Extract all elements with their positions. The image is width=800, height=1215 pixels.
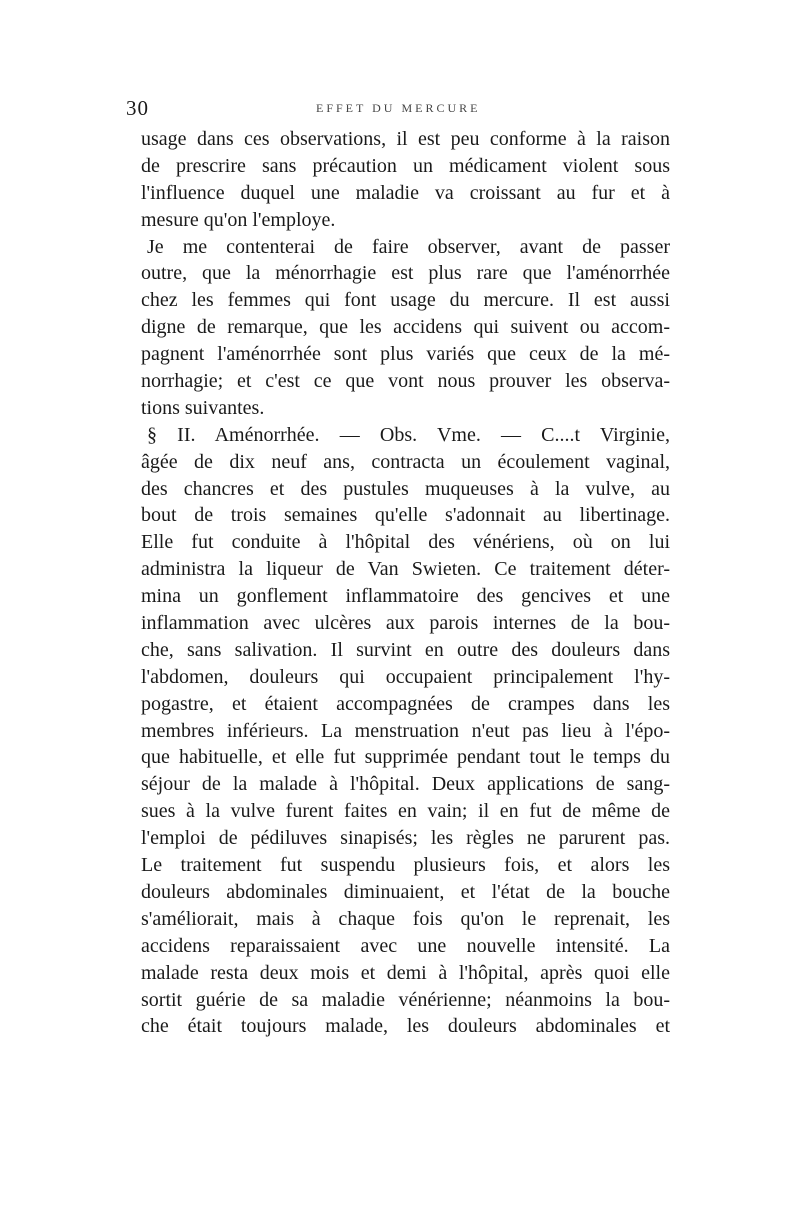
text-line: Le traitement fut suspendu plusieurs fois, et alors les <box>141 854 670 877</box>
text-line: administra la liqueur de Van Swieten. Ce traitement déter- <box>141 558 670 581</box>
text-line: membres inférieurs. La menstruation n'eut pas lieu à l'épo- <box>141 719 670 742</box>
text-line: douleurs abdominales diminuaient, et l'état de la bouche <box>141 880 670 903</box>
text-line: l'influence duquel une maladie va croissant au fur et à <box>141 181 670 204</box>
running-title: EFFET DU MERCURE <box>316 101 481 115</box>
running-head <box>126 96 672 120</box>
text-line: digne de remarque, que les accidens qui suivent ou accom- <box>141 316 670 339</box>
page-number: 30 <box>126 96 149 120</box>
text-line: l'emploi de pédiluves sinapisés; les règles ne parurent pas. <box>141 827 670 850</box>
section-heading-line: § II. Aménorrhée. — Obs. Vme. — C....t Virginie, <box>147 423 670 446</box>
text-line: que habituelle, et elle fut supprimée pendant tout le temps du <box>141 746 670 769</box>
text-line: séjour de la malade à l'hôpital. Deux applications de sang- <box>141 773 670 796</box>
text-line: Je me contenterai de faire observer, avant de passer <box>147 235 670 258</box>
text-line: accidens reparaissaient avec une nouvelle intensité. La <box>141 934 670 957</box>
text-line: malade resta deux mois et demi à l'hôpital, après quoi elle <box>141 961 670 984</box>
text-line: pagnent l'aménorrhée sont plus variés que ceux de la mé- <box>141 343 670 366</box>
text-line: mesure qu'on l'employe. <box>141 208 336 231</box>
text-line: outre, que la ménorrhagie est plus rare que l'aménorrhée <box>141 262 670 285</box>
text-line: che, sans salivation. Il survint en outre des douleurs dans <box>141 638 670 661</box>
text-line: inflammation avec ulcères aux parois internes de la bou- <box>141 612 670 635</box>
text-line: usage dans ces observations, il est peu conforme à la raison <box>141 128 670 150</box>
text-line: chez les femmes qui font usage du mercure. Il est aussi <box>141 289 670 312</box>
text-line: s'améliorait, mais à chaque fois qu'on le reprenait, les <box>141 907 670 930</box>
text-line: tions suivantes. <box>141 396 265 419</box>
text-line: l'abdomen, douleurs qui occupaient principalement l'hy- <box>141 665 670 688</box>
text-line: bout de trois semaines qu'elle s'adonnait au libertinage. <box>141 504 670 527</box>
text-line: che était toujours malade, les douleurs abdominales et <box>141 1015 670 1038</box>
text-line: pogastre, et étaient accompagnées de crampes dans les <box>141 692 670 715</box>
text-line: mina un gonflement inflammatoire des gencives et une <box>141 585 670 608</box>
text-line: des chancres et des pustules muqueuses à la vulve, au <box>141 477 670 500</box>
text-line: de prescrire sans précaution un médicament violent sous <box>141 154 670 177</box>
body-text <box>141 126 670 1040</box>
text-line: sues à la vulve furent faites en vain; il en fut de même de <box>141 800 670 823</box>
text-line: âgée de dix neuf ans, contracta un écoulement vaginal, <box>141 450 670 473</box>
text-line: norrhagie; et c'est ce que vont nous prouver les observa- <box>141 370 670 393</box>
text-line: Elle fut conduite à l'hôpital des vénériens, où on lui <box>141 531 670 554</box>
text-line: sortit guérie de sa maladie vénérienne; néanmoins la bou- <box>141 988 670 1011</box>
